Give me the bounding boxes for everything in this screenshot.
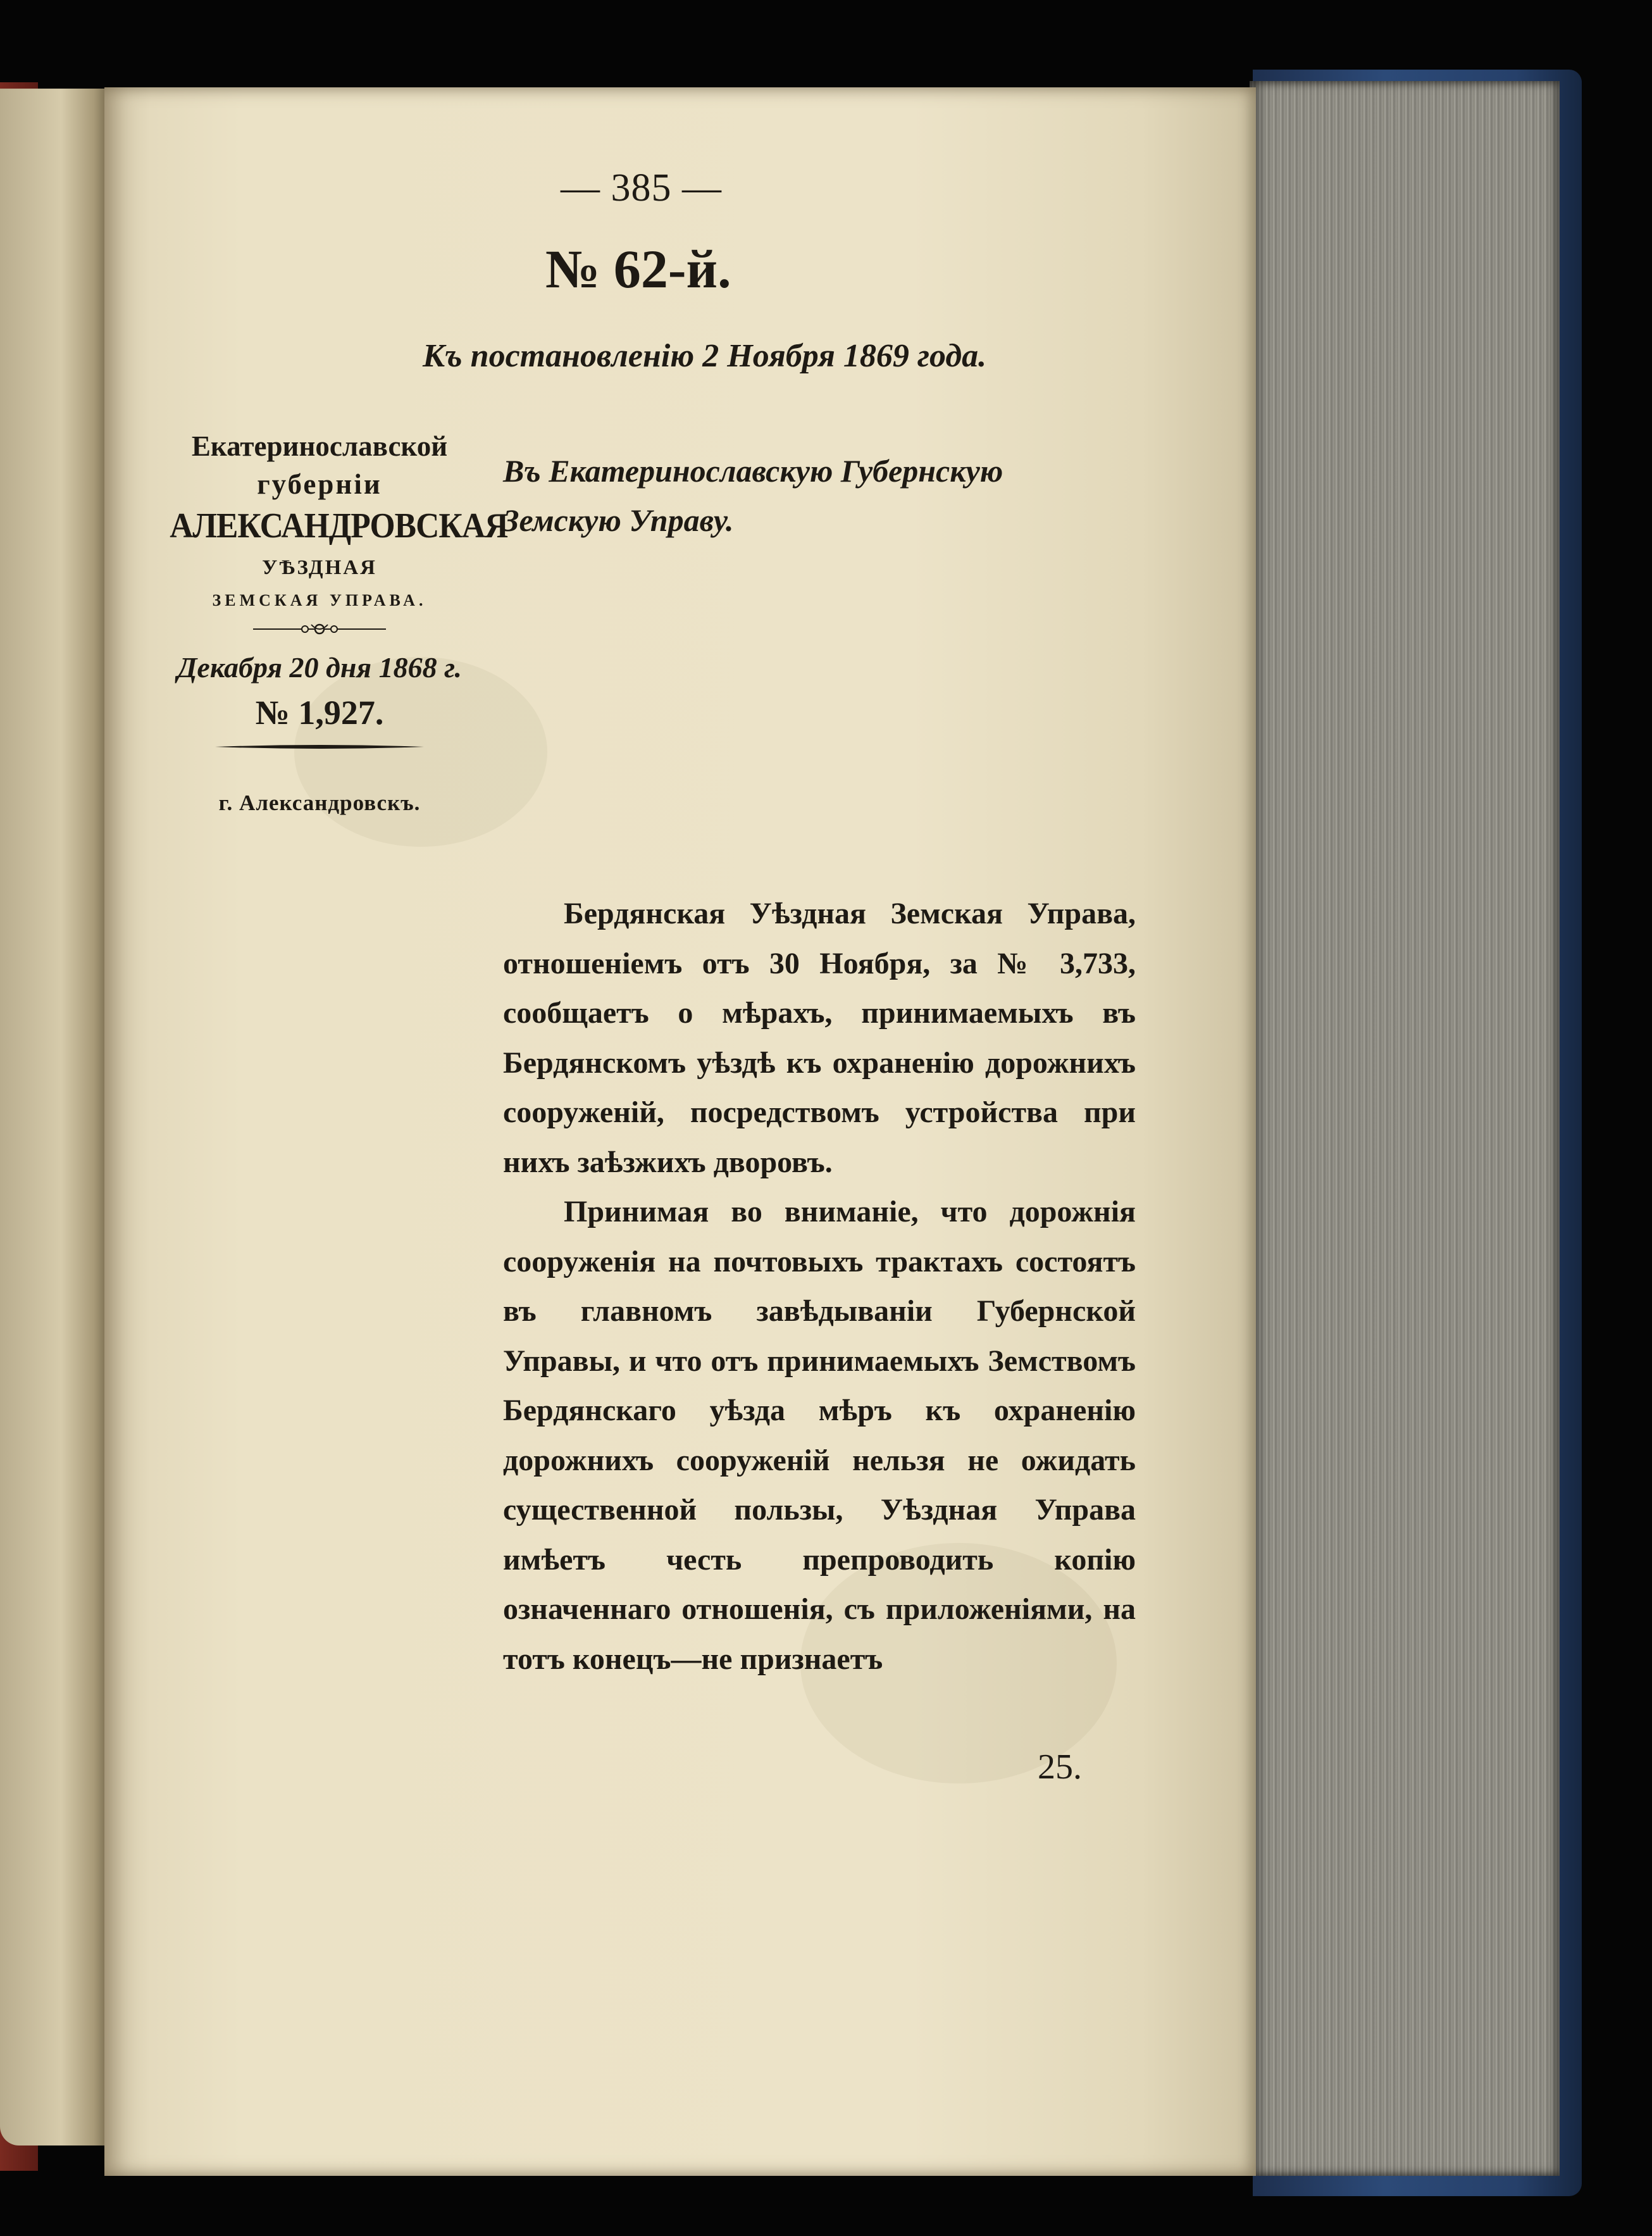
addressee-line-2: Земскую Управу. [503, 503, 734, 538]
addressee-block [503, 446, 1136, 545]
resolution-reference: Къ постановленію 2 Ноября 1869 года. [423, 338, 987, 374]
sender-board: ЗЕМСКАЯ УПРАВА. [212, 591, 427, 609]
sender-district: АЛЕКСАНДРОВСКАЯ [170, 506, 508, 546]
sender-block [155, 427, 508, 822]
sender-county: УѢЗДНАЯ [262, 556, 377, 579]
letter-body [503, 889, 1136, 1684]
body-paragraph-1: Бердянская Уѣздная Земская Управа, отношеніемъ отъ 30 Ноября, за № 3,733, сообщаетъ о мѣрахъ, принимаемыхъ въ Бердянскомъ уѣздѣ къ охраненію дорожнихъ сооруженій, посредствомъ устройства при нихъ заѣзжихъ дворовъ. [503, 897, 1136, 1179]
addressee-line-1: Въ Екатеринославскую Губернскую [503, 453, 1003, 489]
flourish-ornament [253, 622, 386, 636]
document-number: № 62-й. [545, 239, 731, 299]
signature-mark: 25. [1038, 1747, 1082, 1787]
sender-city: г. Александровскъ. [218, 790, 421, 815]
sender-province: Екатеринославской [191, 430, 448, 462]
sender-province-word: губерніи [257, 468, 382, 500]
facing-page-edge [0, 89, 111, 2145]
letter-date: Декабря 20 дня 1868 г. [177, 651, 462, 684]
tapered-rule [215, 744, 424, 749]
letter-number: № 1,927. [255, 694, 384, 732]
page-block-edge [1250, 81, 1560, 2176]
body-paragraph-2: Принимая во вниманіе, что дорожнія сооруженія на почтовыхъ трактахъ состоятъ въ главномъ завѣдываніи Губернской Управы, и что отъ принимаемыхъ Земствомъ Бердянскаго уѣзда мѣръ къ охраненію дорожнихъ сооруженій нельзя не ожидать существенной пользы, Уѣздная Управа имѣетъ честь препроводить копію означеннаго отношенія, съ приложеніями, на тотъ конецъ—не признаетъ [503, 1195, 1136, 1676]
page-number: — 385 — [561, 166, 722, 209]
